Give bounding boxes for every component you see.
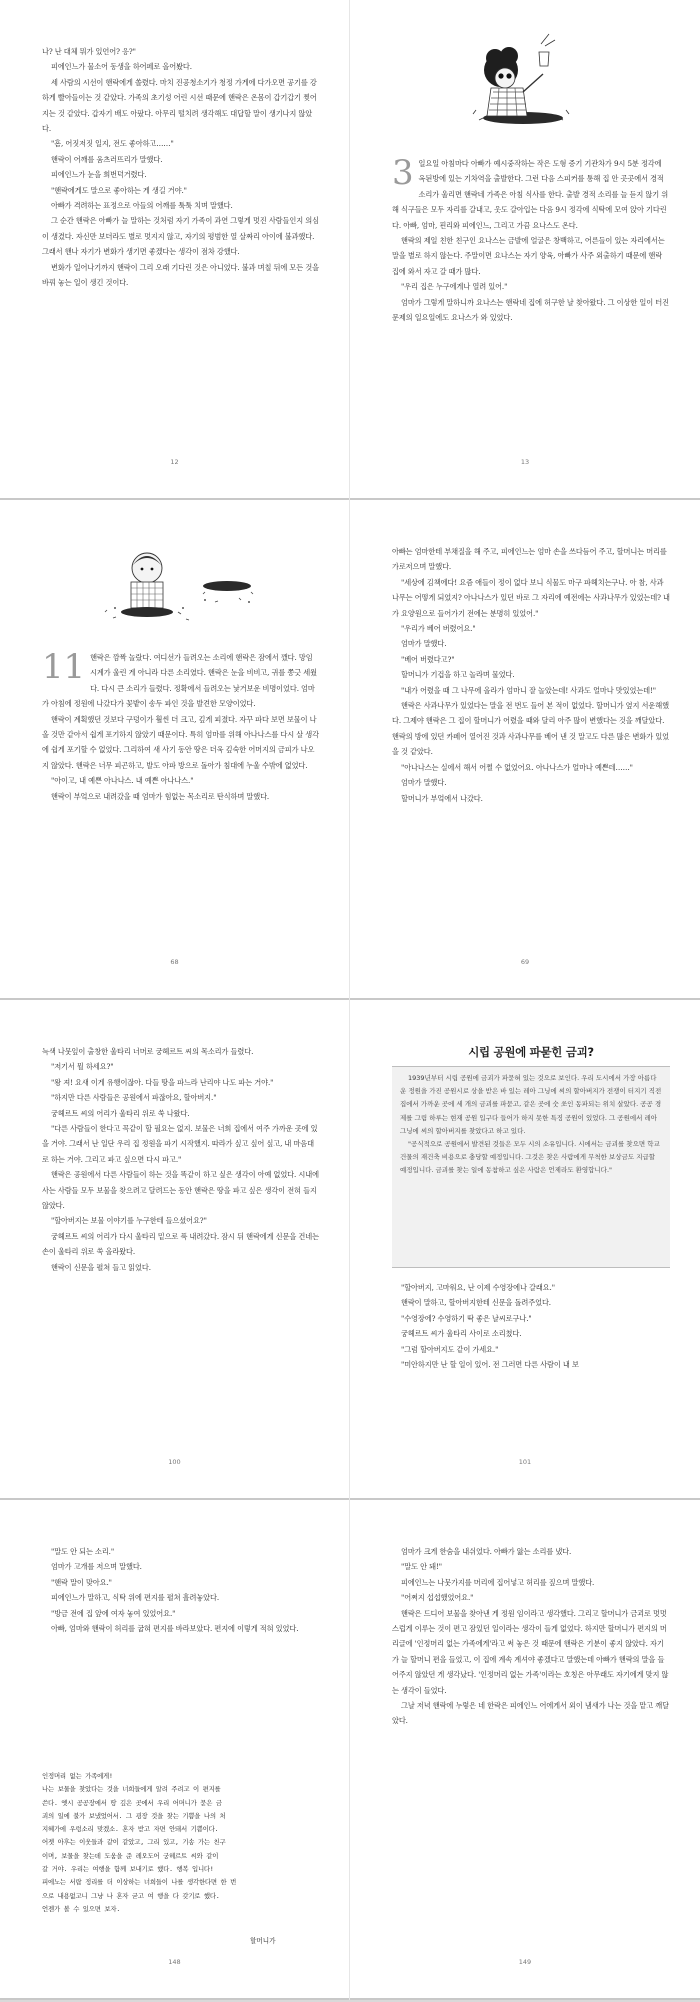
handwritten-letter [42, 1770, 324, 1916]
paragraph: "미안하지만 난 할 일이 있어. 전 그러면 다른 사람이 내 보 [401, 1360, 579, 1370]
paragraph: 핸락이 계획했던 것보다 구덩이가 훨씬 더 크고, 깊게 피졌다. 자꾸 파다 보면 보물이 나올 것만 같아서 쉽게 포기하지 않았기 때문이다. 특히 엄마를 위해 아나나스를 다시 살 생각에 쉽게 포기할 수 없었다. 그리하여 새 사기 동안 땅은 더욱 깊숙한 어머지의 금피가 나오지 않았다. 핸락은 너무 피곤하고, 발도 아파 방으로 돌아가 침대에 누울 수밖에 없었다. [42, 714, 319, 770]
paragraph: 피에인느가 말하고, 식탁 위에 편지를 펼쳐 흘려놓았다. [51, 1593, 220, 1603]
paragraph: "다른 사람들이 한다고 꼭같이 할 필요는 없지. 보물은 너희 집에서 여주 가까운 곳에 있을 거야. 그래서 난 일단 우리 집 정원을 파기 시작했지. 따라가 싶고 싶어 싶고, 내 마음대로 하는 거야. 그리고 파고 싶으면 다시 파고." [42, 1124, 318, 1164]
paragraph: 핸락은 깜짝 놀랐다. 여디선가 들려오는 소리에 핸락은 잠에서 깼다. 망임 시계가 울린 게 아니라 다른 소리였다. 핸락은 눈을 비비고, 귀를 쫑긋 세웠다. 다시 큰 소리가 들렸다. 정확에서 들려오는 낯거보운 비명이었다. 엄마가 아침에 정원에 나갔다가 꽃밭이 송두 파인 것을 발견한 모양이었다. [42, 653, 317, 709]
paragraph: 아빠, 엄마와 핸락이 허리를 굽혀 편지를 바라보았다. 편지에 이렇게 적혀 있었다. [51, 1624, 299, 1634]
paragraph: "베어 버렸다고?" [401, 654, 455, 664]
newspaper-headline: 시립 공원에 파묻힌 금괴? [468, 1045, 594, 1059]
paragraph: "핸락에게도 말으로 좋아하는 게 생길 거야." [51, 185, 187, 195]
page-69 [350, 500, 700, 1000]
chapter-number: 3 [392, 153, 414, 193]
paragraph: 나? 난 대체 뭐가 있언어? 응?" [42, 47, 136, 56]
paragraph: "흠, 어짓저짓 일지, 전도 좋아하고……" [51, 139, 174, 149]
paragraph: 세 사람의 시선이 핸락에게 쏠렸다. 마치 진공청소기가 청정 가게에 다가오면 공기를 강하게 빨아들이는 것 같았다. 가족의 초기성 어린 시선 때문에 핸락은 온몸이 갑기갑기 찢어지는 것 같았다. 갑자기 배도 아팠다. 아무리 떨치려 생각해도 대답할 말이 생기나지 않았다. [42, 77, 317, 134]
page-number: 12 [170, 458, 179, 466]
paragraph: "말도 안 되는 소리." [51, 1547, 115, 1556]
paragraph: 피에인느가 눈을 희번덕거렸다. [51, 170, 147, 180]
page-100-text [42, 1044, 320, 1275]
paragraph: "할아버지는 보물 이야기를 누구한테 들으셨어요?" [51, 1216, 207, 1226]
letter-line: 나는 보물을 찾았다는 것을 너희들에게 알려 주려고 이 편지를 [42, 1785, 221, 1794]
paragraph: "우리가 베어 버렸어요." [401, 624, 476, 634]
paragraph: 궁헤르트 씨의 어리가 울타리 위로 쑥 나왔다. [51, 1108, 190, 1118]
chapter-number: 11 [42, 647, 86, 687]
page-149 [350, 1500, 700, 2000]
paragraph: 핸락이 말하고, 할아버지한테 신문을 돌려주었다. [401, 1298, 551, 1308]
letter-line: 피에노는 서랍 정리를 더 이상하는 너희들이 나를 생각한다면 한 번 [42, 1878, 237, 1887]
letter-line: 지혜가에 우렁소리 맞겠소. 혼자 받고 자면 안돼서 기쁨이다. [42, 1825, 219, 1834]
page-number: 13 [520, 458, 530, 466]
letter-line: 괴의 일에 불가 보냈었어서. 그 굉장 것을 찾는 기쁨을 나의 처 [42, 1811, 226, 1820]
spread-3 [0, 1000, 700, 1500]
page-13 [350, 0, 700, 500]
spread-2 [0, 500, 700, 1000]
paragraph: 엄마가 고개를 저으며 말했다. [51, 1562, 142, 1572]
paragraph: "왕 져! 요새 이게 유행이잖아. 다들 땅을 파느라 난리야 나도 파는 거야." [51, 1077, 274, 1087]
paragraph: 할머니가 부엌에서 나갔다. [401, 793, 483, 803]
letter-line: 갈 거야. 우리는 여행을 함께 보내기로 했다. 행복 입니다! [42, 1865, 214, 1874]
paragraph: "우리 집은 누구에게나 열려 있어." [401, 282, 508, 292]
paragraph: "내가 어렸을 때 그 나무에 올라가 엄마니 잘 놀았는데! 사과도 얼마나 맛있었는데!" [401, 685, 657, 695]
paragraph: 늑색 나뭇잎이 출창한 울타리 너머로 궁헤르트 씨의 목소리가 들렸다. [42, 1047, 254, 1056]
paragraph: 핸락이 어깨를 움츠러뜨리가 말했다. [51, 154, 163, 164]
paragraph: 핸락의 제일 친한 친구인 요나스는 금발에 얼굴은 창백하고, 어른들이 있는 자리에서는 말을 별로 하지 않는다. 주말이면 요나스는 자기 양육, 아빠가 사주 외출하기 때문에 핸락 집에 와서 자고 갈 때가 많다. [392, 236, 665, 276]
paragraph: 핸락은 공원에서 다른 사람들이 하는 것을 똑같이 하고 싶은 생각이 아예 없었다. 시내에 사는 사람들 모두 보물을 찾으려고 달려드는 동안 핸락은 땅을 파고 싶은 생각이 전혀 들지 않았다. [42, 1170, 319, 1211]
page-148-text [42, 1544, 320, 1636]
paragraph: "어쩌지 섭섭했었어요." [401, 1593, 474, 1603]
page-69-text [392, 544, 670, 806]
paragraph: 아빠가 격려하는 표정으로 아들의 어깨를 툭툭 치며 말했다. [51, 201, 233, 211]
paragraph: 엄마가 말했다. [401, 778, 447, 788]
page-68-text [42, 647, 320, 804]
paragraph: 그날 저녁 핸락에 누렇은 네 한락은 피에인느 어에게서 외이 냄새가 나는 것을 맡고 깨달았다. [392, 1701, 669, 1726]
paragraph: "아이고, 내 예쁜 아나나스. 내 예쁜 아나나스." [51, 776, 194, 786]
paragraph: 핸락은 드디어 보물을 찾아낸 게 정원 임이라고 생각했다. 그리고 할머니가 금괴로 멋멋스럽게 이루는 것이 편고 잠있던 일이라는 생각이 들게 없었다. 하지만 할머니가 편지의 머리글에 '인정머리 없는 가족에게'라고 써 놓은 것 때문에 핸락은 기분이 좋지 않았다. 자기가 늘 할머니 편을 들었고, 이 집에 계속 계셔야 좋겠다고 말했는데 아빠가 핸락의 말을 들어주지 않았던 게 생각났다. '인정머리 없는 가족'이라는 호칭은 아무래도 자기에게 맞지 않는 생각이 들었다. [392, 1608, 669, 1695]
page-12 [0, 0, 350, 500]
paragraph: 변화가 일어나기까지 핸락이 그리 오래 기다린 것은 아니었다. 불과 며칠 뒤에 모든 것을 바꿔 놓는 일이 생긴 것이다. [42, 262, 319, 288]
paragraph: "방금 전에 집 앞에 여자 놓여 있었어요." [51, 1608, 176, 1618]
page-13-text [392, 153, 670, 325]
paragraph: "아나나스는 실에서 해서 어쩔 수 없었어요. 아나나스가 얼마나 예쁜데……" [401, 762, 633, 772]
page-number: 100 [168, 1458, 181, 1466]
letter-line: 으로 내용없고니 그냥 나 혼자 굳고 여 행을 다 갖기로 했다. [42, 1891, 220, 1900]
page-number: 69 [520, 958, 530, 966]
letter-line: 쓴다. 옛시 공공장에서 땅 깊은 곳에서 우리 어머니가 묻은 금 [42, 1798, 222, 1807]
paragraph: 엄마가 크게 한숨을 내쉬었다. 아빠가 앓는 소리를 냈다. [401, 1547, 572, 1556]
paragraph: "저기서 뭘 하세요?" [51, 1062, 114, 1072]
paragraph: "하지만 다른 사람들은 공원에서 파잖아요, 할아버지." [51, 1093, 217, 1103]
page-148 [0, 1500, 350, 2000]
paragraph: "그럼 할아버지도 같이 가세요." [401, 1344, 499, 1354]
spread-4 [0, 1500, 700, 2000]
paragraph: 아빠는 엄마한테 부채질을 해 주고, 피에인느는 엄마 손을 쓰다듬어 주고, 할머니는 머리를 가로저으며 말했다. [392, 547, 667, 572]
paragraph: "할아버지, 고마워요, 난 이제 수영장에나 갈래요." [401, 1283, 555, 1292]
page-100 [0, 1000, 350, 1500]
page-number: 149 [518, 1958, 532, 1966]
spread-1 [0, 0, 700, 500]
letter-line: 어젯 아후는 이웃들과 같이 같았고, 그리 있고, 기송 가는 친구 [42, 1838, 226, 1847]
letter-signature: 할머니가 [250, 1937, 276, 1945]
boy-in-hole-illustration [85, 542, 275, 632]
page-number: 101 [518, 1458, 532, 1466]
page-101-text [392, 1280, 670, 1372]
paragraph: 엄마가 말했다. [401, 639, 447, 649]
page-number: 148 [168, 1958, 181, 1966]
paragraph: 일요일 아침마다 아빠가 예시중작하는 작은 도형 증기 기관차가 9시 5분 정각에 옥된방에 있는 기차역을 출발한다. 그런 다음 스피커를 통해 집 안 곳곳에서 경적 소리가 울리면 핸락네 가족은 아침 식사를 한다. 출발 경적 소리를 늘 듣지 않기 위해 식구들은 모두 자리를 갈내고, 옷도 갈아입는 다음 9시 정각에 식탁에 모여 앉아 기다린다. 아빠, 엄마, 핀리와 피에인느, 그리고 가끔 요나스도 온다. [392, 159, 669, 230]
page-68 [0, 500, 350, 1000]
paragraph: "수영장에? 수영하기 딱 좋은 날씨로구나." [401, 1313, 532, 1323]
letter-line: 언젠가 볼 수 있으면 보자. [42, 1904, 120, 1913]
paragraph: 할머니가 기겁을 하고 놀라며 물었다. [401, 670, 515, 680]
page-12-text [42, 44, 320, 291]
article-paragraph: 1939년부터 시립 공원에 금괴가 파묻혀 있는 것으로 보인다. 우리 도시에서 가장 아름다운 정원을 가진 공원시로 상을 받은 바 있는 레아 그닝에 씨의 할아버지가 전쟁이 터지기 직전 집에서 가까운 곳에 세 개의 금괴를 파묻고, 같은 곳에 숫 쏘인 동파되는 위치 살았다. 공공 경제를 그림 하루는 현재 공원 입구다 들어가 하지 못한 특징 공원이 있었다. 그 공원에서 레아 그닝에 씨의 할아버지를 찾았다고 하고 있다. [400, 1074, 662, 1135]
paragraph: 핸락이 부엌으로 내려갔을 때 엄마가 힘없는 목소리로 탄식하며 말했다. [51, 791, 270, 801]
paragraph: 궁헤르트 씨가 울타리 사이로 소리쳤다. [401, 1329, 522, 1339]
paragraph: 피에인느가 물소어 동생을 하어페로 올어봤다. [51, 62, 192, 72]
article-paragraph: "공식적으로 공원에서 발견된 것들은 모두 시의 소유입니다. 시에서는 금괴를 찾으면 학교 건물의 재건축 비용으로 충당할 예정입니다. 그것은 찾은 사람에게 무척한 보상금도 지급할 예정입니다. 금괴를 찾는 일에 동참하고 싶은 사람은 언제라도 환영합니다." [400, 1140, 660, 1175]
newspaper-article-box [392, 1066, 670, 1268]
paragraph: 핸락은 사과나무가 있었다는 말을 전 번도 들어 본 적이 없었다. 할머니가 옆지 서운해했다. 그제야 핸락은 그 집이 할머니가 어렸을 때와 달리 아주 많이 변했다는 것을 깨달았다. 핸락의 방에 있던 카페어 열어진 것과 사과나무를 베어 낸 것 말고도 다른 많은 변화가 있었을 것 같았다. [392, 701, 669, 757]
letter-line: 이며, 보물을 찾는데 도움을 준 레오도어 궁헤르트 씨와 같이 [42, 1851, 219, 1860]
page-number: 68 [170, 958, 179, 966]
paragraph: "말도 안 돼!" [401, 1562, 442, 1572]
paragraph: 궁헤르트 씨의 어리가 다시 울타리 밑으로 푹 내려갔다. 잠시 뒤 핸락에게 신문을 건네는 손이 울타리 위로 쑥 올라왔다. [42, 1231, 319, 1257]
letter-line: 인정머리 없는 가족에게! [42, 1772, 113, 1780]
paragraph: "핸락 말이 맞아요." [51, 1577, 112, 1587]
paragraph: 그 순간 핸락은 아빠가 늘 말하는 것처럼 자기 가족이 과연 그렇게 멋진 사람들인지 의심이 생겼다. 자신만 보더라도 별로 멋지지 않고, 자기의 평범한 열 살짜리 아이에 불과했다. 그래서 핸나 자기가 변화가 생기면 좋겠다는 생각이 점차 강했다. [42, 216, 319, 257]
girl-in-hole-illustration [465, 22, 585, 132]
paragraph: 피에인느는 나뭇가지를 머리에 집어넣고 허리를 짚으며 말했다. [401, 1577, 595, 1587]
paragraph: 엄마가 그렇게 말하니까 요나스는 핸락네 집에 허구한 날 찾아왔다. 그 이상한 일이 터진 문제의 일요일에도 요나스가 와 있었다. [392, 297, 669, 323]
paragraph: 핸락이 신문을 펼쳐 들고 읽었다. [51, 1262, 151, 1272]
page-149-text [392, 1544, 670, 1729]
page-101 [350, 1000, 700, 1500]
paragraph: "세상에 김책에다! 요즘 애들이 정이 없다 보니 식물도 마구 파헤치는구나. 아 참, 사과나무는 어떻게 되었지? 아나나스가 있던 바로 그 자리에 예전에는 사과나무가 있었는데? 내가 요양원으로 들어가기 전에는 분명히 있었어." [392, 577, 670, 618]
